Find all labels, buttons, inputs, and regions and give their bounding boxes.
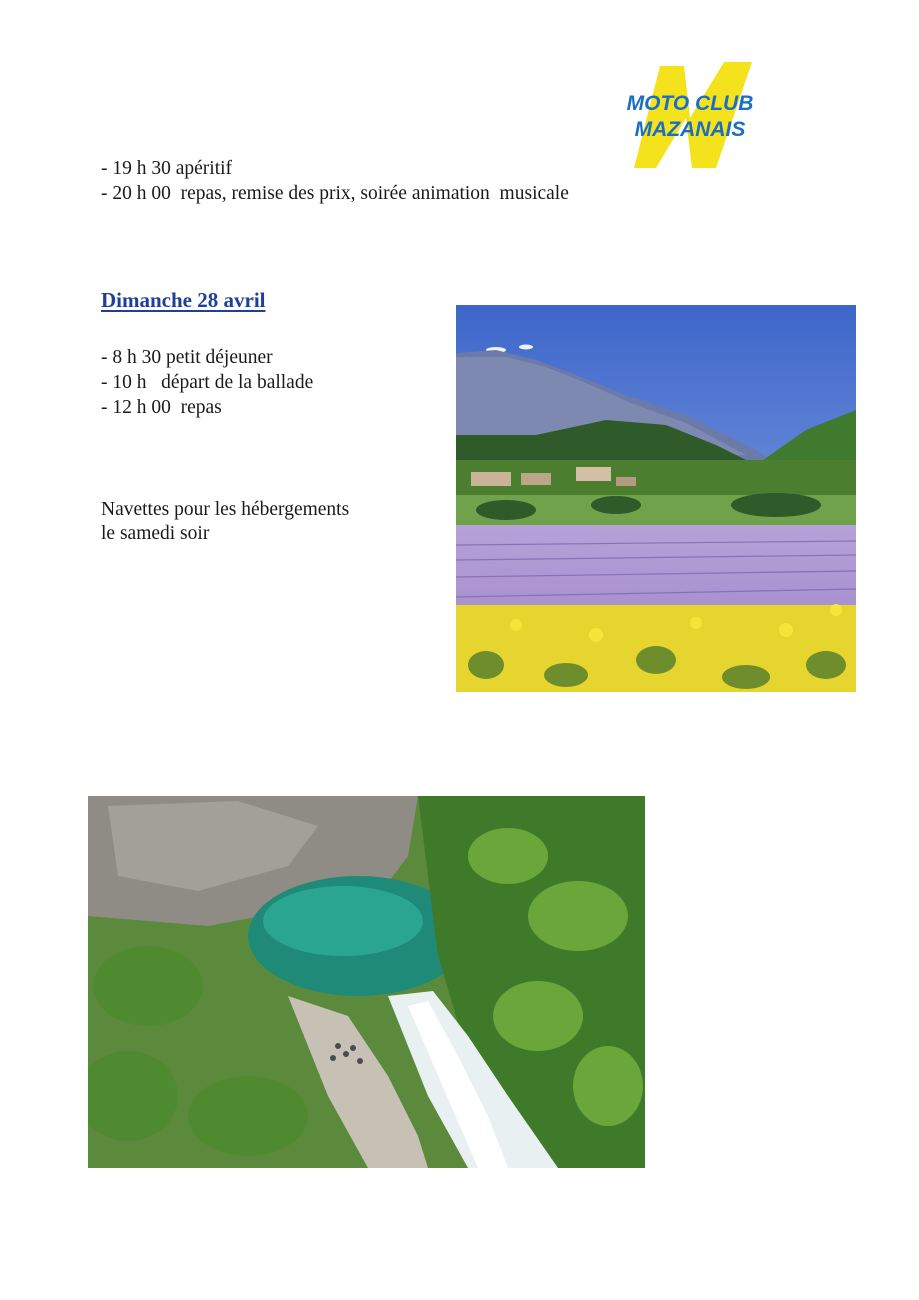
sunday-heading: Dimanche 28 avril [101, 288, 266, 312]
logo-line-2: MAZANAIS [634, 118, 746, 141]
schedule-line-lunch: - 12 h 00 repas [101, 397, 222, 418]
logo-line-1: MOTO CLUB [626, 92, 754, 115]
waterfall-spring-photo [88, 796, 645, 1168]
shuttle-line-1: Navettes pour les hébergements [101, 499, 350, 520]
logo-mark-icon [620, 58, 760, 170]
schedule-line-dinner: - 20 h 00 repas, remise des prix, soirée animation musicale [101, 183, 569, 204]
lavender-field-photo [456, 305, 856, 692]
schedule-line-aperitif: - 19 h 30 apéritif [101, 158, 233, 179]
schedule-line-breakfast: - 8 h 30 petit déjeuner [101, 347, 273, 368]
moto-club-logo [620, 58, 760, 170]
schedule-line-departure: - 10 h départ de la ballade [101, 372, 314, 393]
shuttle-line-2: le samedi soir [101, 523, 210, 544]
